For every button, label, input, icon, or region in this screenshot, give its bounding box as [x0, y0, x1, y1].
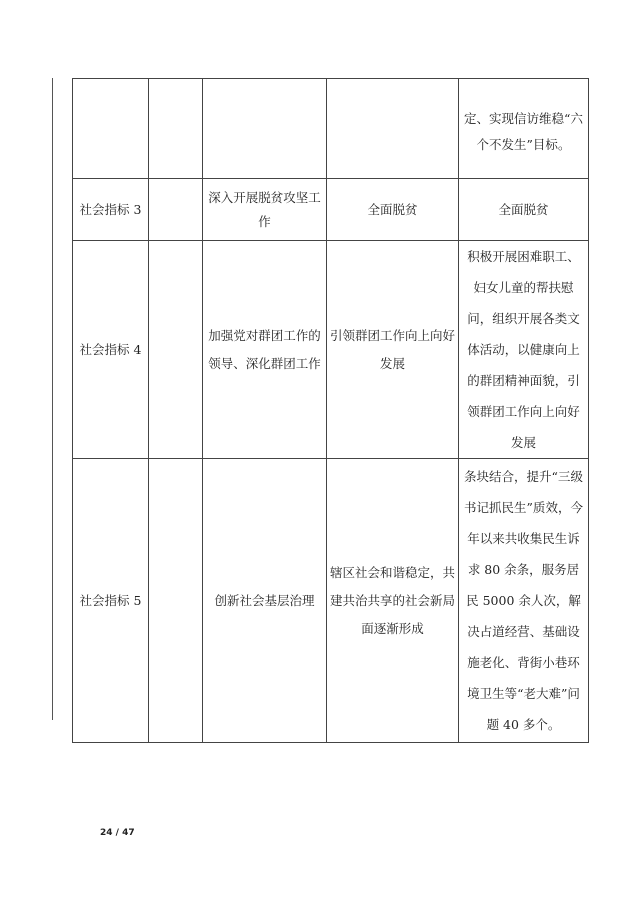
indicator-cell [73, 79, 149, 179]
blank-cell [149, 179, 203, 241]
task-cell [203, 79, 327, 179]
goal-cell: 全面脱贫 [327, 179, 459, 241]
page-number: 24 / 47 [100, 828, 135, 838]
task-cell: 深入开展脱贫攻坚工作 [203, 179, 327, 241]
indicator-cell: 社会指标 4 [73, 241, 149, 459]
margin-line [52, 78, 53, 720]
table-row [73, 79, 589, 179]
goal-cell: 引领群团工作向上向好发展 [327, 241, 459, 459]
result-cell: 定、实现信访维稳“六个不发生”目标。 [459, 79, 589, 179]
table-row [73, 179, 589, 241]
result-cell: 全面脱贫 [459, 179, 589, 241]
table-row [73, 459, 589, 743]
result-cell: 条块结合，提升“三级书记抓民生”质效，今年以来共收集民生诉求 80 余条，服务居民 5000 余人次，解决占道经营、基础设施老化、背街小巷环境卫生等“老大难”问题 40 多个。 [459, 459, 589, 743]
task-cell: 创新社会基层治理 [203, 459, 327, 743]
indicator-cell: 社会指标 3 [73, 179, 149, 241]
result-cell: 积极开展困难职工、妇女儿童的帮扶慰问，组织开展各类文体活动，以健康向上的群团精神面貌，引领群团工作向上向好发展 [459, 241, 589, 459]
blank-cell [149, 459, 203, 743]
table-row [73, 241, 589, 459]
goal-cell: 辖区社会和谐稳定，共建共治共享的社会新局面逐渐形成 [327, 459, 459, 743]
blank-cell [149, 241, 203, 459]
goal-cell [327, 79, 459, 179]
task-cell: 加强党对群团工作的领导、深化群团工作 [203, 241, 327, 459]
blank-cell [149, 79, 203, 179]
indicator-table [72, 78, 589, 743]
indicator-cell: 社会指标 5 [73, 459, 149, 743]
